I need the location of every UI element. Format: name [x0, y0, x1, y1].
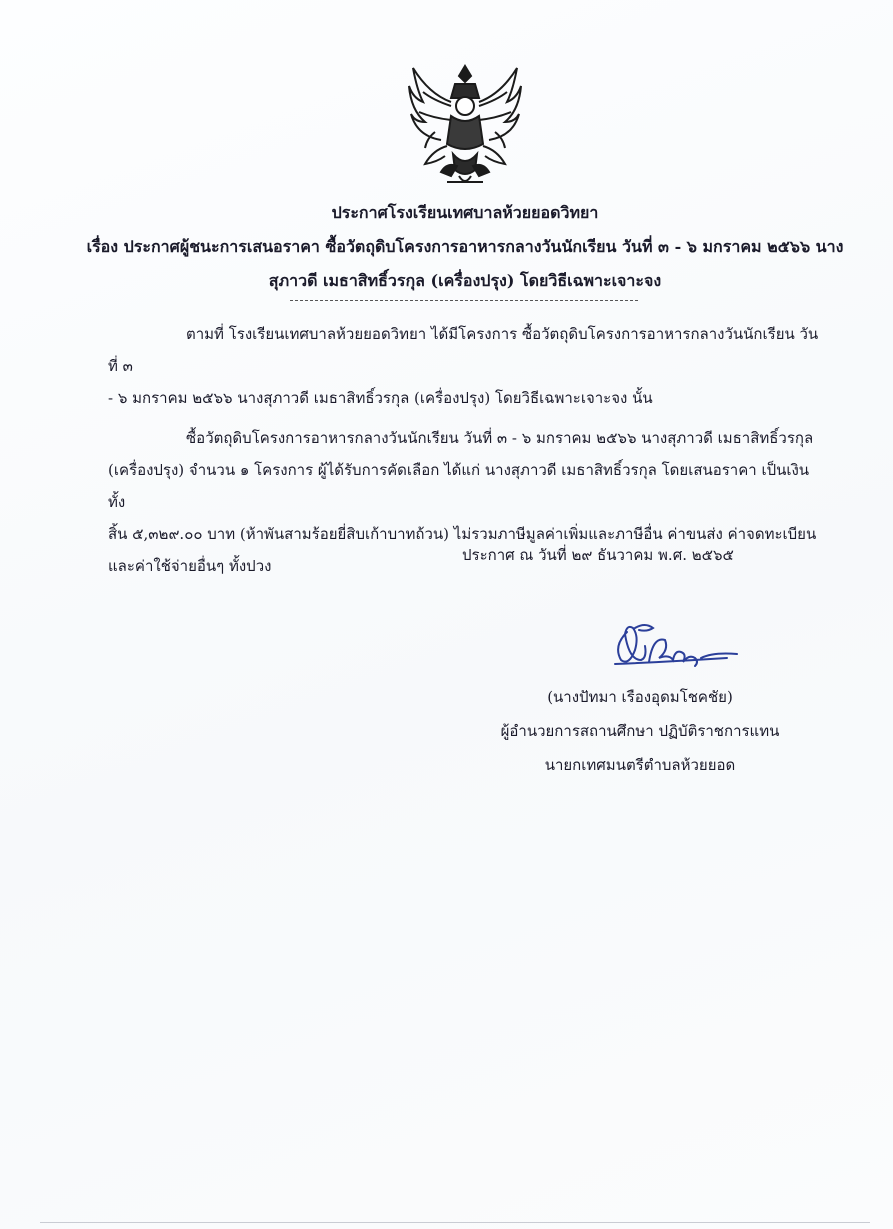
paragraph-1-line-2: - ๖ มกราคม ๒๕๖๖ นางสุภาวดี เมธาสิทธิ์วรกุล (เครื่องปรุง) โดยวิธีเฉพาะเจาะจง นั้น: [108, 389, 653, 407]
garuda-emblem-icon: [405, 62, 525, 190]
dashed-divider: [290, 300, 638, 301]
paragraph-2-line-4: และค่าใช้จ่ายอื่นๆ ทั้งปวง: [108, 557, 272, 575]
subject-line-1: เรื่อง ประกาศผู้ชนะการเสนอราคา ซื้อวัตถุดิบโครงการอาหารกลางวันนักเรียน วันที่ ๓ - ๖ มกราคม ๒๕๖๖ นาง: [86, 237, 844, 256]
handwritten-signature-icon: [605, 618, 740, 676]
announcement-date: ประกาศ ณ วันที่ ๒๙ ธันวาคม พ.ศ. ๒๕๖๕: [462, 546, 734, 564]
subject-line-2: สุภาวดี เมธาสิทธิ์วรกุล (เครื่องปรุง) โดยวิธีเฉพาะเจาะจง: [268, 271, 662, 290]
page-bottom-edge: [40, 1222, 870, 1223]
signatory-position: ผู้อำนวยการสถานศึกษา ปฏิบัติราชการแทน: [500, 722, 780, 740]
paragraph-2-line-1: ซื้อวัตถุดิบโครงการอาหารกลางวันนักเรียน วันที่ ๓ - ๖ มกราคม ๒๕๖๖ นางสุภาวดี เมธาสิทธิ์วรกุล: [186, 429, 814, 447]
document-header: [60, 196, 870, 298]
signatory-name: (นางปัทมา เรืองอุดมโชคชัย): [547, 688, 733, 706]
document-title: ประกาศโรงเรียนเทศบาลห้วยยอดวิทยา: [331, 203, 599, 222]
signatory-on-behalf-of: นายกเทศมนตรีตำบลห้วยยอด: [544, 756, 736, 774]
paragraph-2-line-2: (เครื่องปรุง) จำนวน ๑ โครงการ ผู้ได้รับการคัดเลือก ได้แก่ นางสุภาวดี เมธาสิทธิ์วรกุล โดยเสนอราคา เป็นเงินทั้ง: [108, 461, 810, 511]
paragraph-1-line-1: ตามที่ โรงเรียนเทศบาลห้วยยอดวิทยา ได้มีโครงการ ซื้อวัตถุดิบโครงการอาหารกลางวันนักเรียน วันที่ ๓: [108, 325, 819, 375]
signatory-block: [470, 680, 810, 782]
paragraph-2-line-3: สิ้น ๕,๓๒๙.๐๐ บาท (ห้าพันสามร้อยยี่สิบเก้าบาทถ้วน) ไม่รวมภาษีมูลค่าเพิ่มและภาษีอื่น ค่าขนส่ง ค่าจดทะเบียน: [108, 525, 817, 543]
